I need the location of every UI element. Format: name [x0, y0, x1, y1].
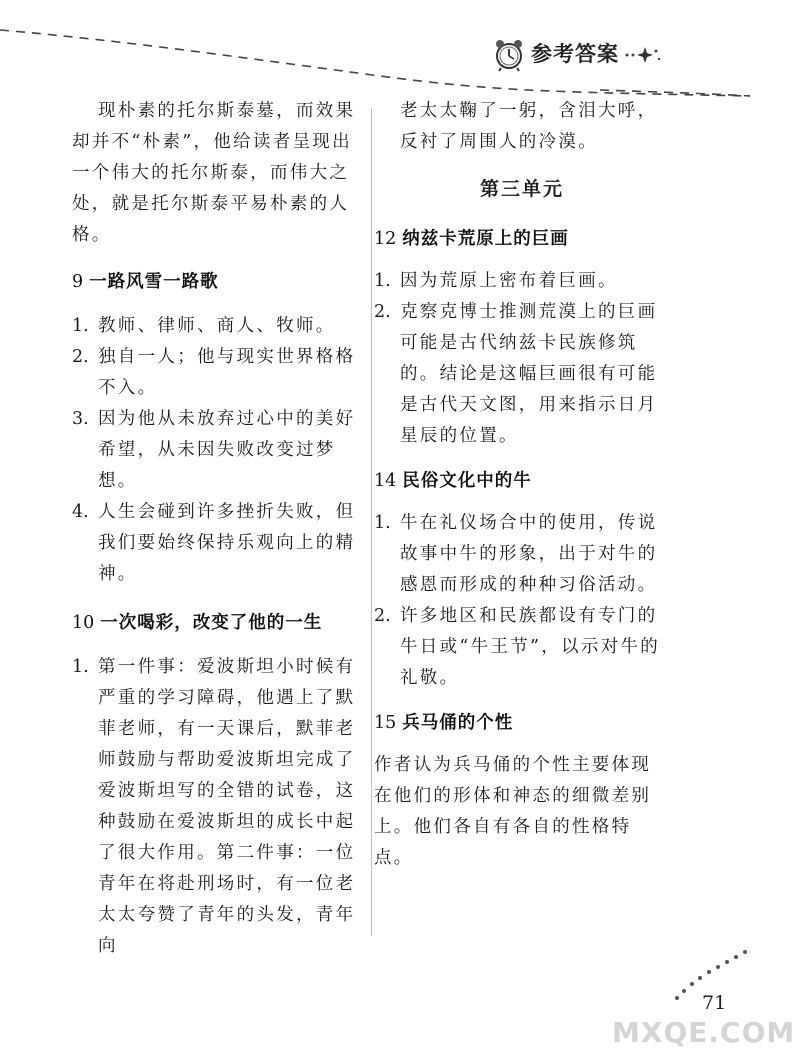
continuation-text-left: 现朴素的托尔斯泰墓，而效果却并不“朴素”，他给读者呈现出一个伟大的托尔斯泰，而伟大之处，就是托尔斯泰平易朴素的人格。	[72, 101, 356, 245]
column-divider	[371, 108, 372, 936]
item-number: 1.	[374, 271, 391, 291]
answer-item	[72, 497, 368, 590]
item-number: 1.	[72, 316, 89, 336]
right-column	[374, 96, 670, 874]
watermark: MXQE.COM	[612, 1016, 795, 1049]
item-number: 2.	[374, 606, 391, 626]
item-number: 4.	[72, 502, 89, 522]
section-heading-12	[374, 224, 670, 254]
item-text: 许多地区和民族都设有专门的牛日或“牛王节”，以示对牛的礼敬。	[400, 606, 661, 688]
left-column	[72, 96, 368, 962]
unit-title: 第三单元	[479, 178, 564, 200]
decorative-dots	[650, 948, 750, 1008]
alarm-clock-icon	[492, 38, 526, 72]
section-heading-14	[374, 466, 670, 496]
item-number: 1.	[72, 657, 89, 677]
item-text: 教师、律师、商人、牧师。	[98, 316, 336, 336]
item-text: 人生会碰到许多挫折失败，但我们要始终保持乐观向上的精神。	[98, 502, 356, 584]
sparkle-icon	[623, 44, 663, 66]
item-number: 2.	[72, 347, 89, 367]
section-title: 民俗文化中的牛	[402, 471, 532, 491]
item-number: 3.	[72, 409, 89, 429]
answer-item	[72, 652, 368, 962]
section-title: 一路风雪一路歌	[89, 272, 219, 292]
answer-item	[72, 404, 368, 497]
item-number: 1.	[374, 513, 391, 533]
item-text: 克察克博士推测荒漠上的巨画可能是古代纳兹卡民族修筑的。结论是这幅巨画很有可能是古代天文图，用来指示日月星辰的位置。	[400, 302, 658, 446]
answer-item	[374, 266, 670, 297]
item-number: 2.	[374, 302, 391, 322]
section-number: 9	[72, 272, 84, 292]
answer-item	[72, 342, 368, 404]
section-number: 14	[374, 471, 397, 491]
answer-text: 作者认为兵马俑的个性主要体现在他们的形体和神态的细微差别上。他们各自有各自的性格特点。	[374, 755, 652, 868]
item-text: 第一件事：爱波斯坦小时候有严重的学习障碍，他遇上了默菲老师，有一天课后，默菲老师鼓励与帮助爱波斯坦完成了爱波斯坦写的全错的试卷，这种鼓励在爱波斯坦的成长中起了很大作用。第二件事：一位青年在将赴刑场时，有一位老太太夸赞了青年的头发，青年向	[98, 657, 356, 956]
section-number: 15	[374, 713, 397, 733]
section-heading-15	[374, 708, 670, 738]
section-number: 12	[374, 229, 397, 249]
continuation-text-right: 老太太鞠了一躬，含泪大呼，反衬了周围人的冷漠。	[400, 101, 658, 152]
answer-item	[374, 508, 670, 601]
page-number: 71	[702, 992, 727, 1014]
page-header-title: 参考答案	[531, 42, 619, 66]
answer-item	[374, 601, 670, 694]
section-heading-9	[72, 267, 368, 297]
section-title: 兵马俑的个性	[402, 713, 514, 733]
item-text: 因为他从未放弃过心中的美好希望，从未因失败改变过梦想。	[98, 409, 356, 491]
section-title: 纳兹卡荒原上的巨画	[402, 229, 569, 249]
item-text: 因为荒原上密布着巨画。	[400, 271, 618, 291]
answer-item	[374, 297, 670, 452]
answer-item	[72, 311, 368, 342]
item-text: 独自一人；他与现实世界格格不入。	[98, 347, 356, 398]
section-title: 一次喝彩，改变了他的一生	[100, 613, 323, 633]
section-number: 10	[72, 613, 95, 633]
section-heading-10	[72, 608, 368, 638]
item-text: 牛在礼仪场合中的使用，传说故事中牛的形象，出于对牛的感恩而形成的种种习俗活动。	[400, 513, 658, 595]
